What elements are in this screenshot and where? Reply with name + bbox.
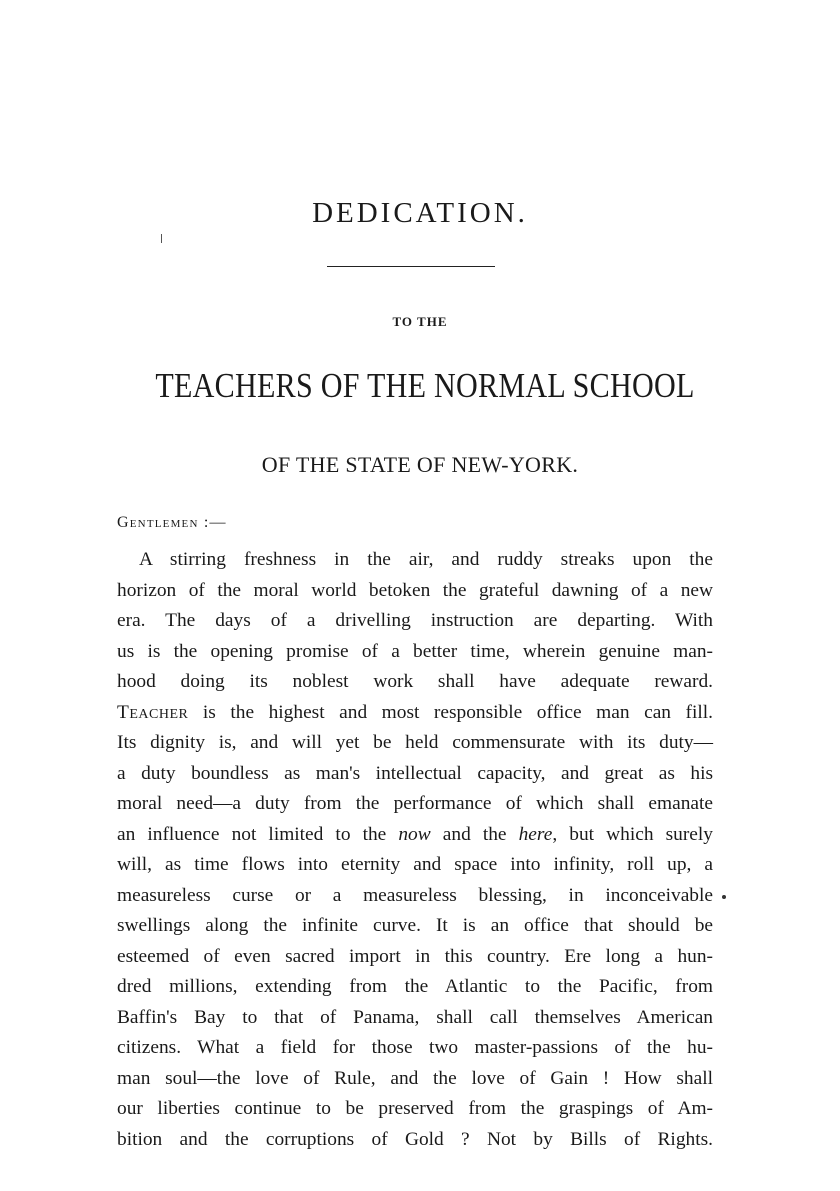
body-line: bition and the corruptions of Gold ? Not by Bills of Rights. xyxy=(117,1128,713,1150)
body-line: us is the opening promise of a better time, wherein genuine man- xyxy=(117,640,713,662)
body-line: Its dignity is, and will yet be held commensurate with its duty— xyxy=(117,732,713,753)
body-line: swellings along the infinite curve. It is an office that should be xyxy=(117,915,713,936)
title-divider xyxy=(327,266,495,267)
dedicatee-line: TEACHERS OF THE NORMAL SCHOOL xyxy=(155,366,695,405)
teacher-word: Teacher xyxy=(117,701,189,723)
body-line: era. The days of a drivelling instruction are departing. With xyxy=(117,610,713,631)
body-line: man soul—the love of Rule, and the love of Gain ! How shall xyxy=(117,1067,713,1089)
body-line: will, as time flows into eternity and space into infinity, roll up, a xyxy=(117,854,713,875)
body-line: our liberties continue to be preserved from the graspings of Am- xyxy=(117,1098,713,1119)
salutation: Gentlemen :— xyxy=(117,514,227,531)
body-line: Baffin's Bay to that of Panama, shall call themselves American xyxy=(117,1006,713,1028)
scan-speck xyxy=(161,234,162,243)
dedicatee-subline: OF THE STATE OF NEW-YORK. xyxy=(261,452,579,477)
body-line-part: and the xyxy=(442,823,507,845)
body-line: A stirring freshness in the air, and ruddy streaks upon the xyxy=(139,549,713,570)
body-line xyxy=(117,698,713,729)
dedication-to-line: TO THE xyxy=(392,314,448,329)
body-line: horizon of the moral world betoken the grateful dawning of a new xyxy=(117,579,713,601)
here-word: here xyxy=(518,823,553,845)
body-line: hood doing its noblest work shall have adequate reward. xyxy=(117,671,713,692)
body-line: citizens. What a field for those two master-passions of the hu- xyxy=(117,1037,713,1058)
body-line-part: , but which surely xyxy=(552,823,713,845)
body-line: moral need—a duty from the performance of which shall emanate xyxy=(117,793,713,814)
body-line-rest: is the highest and most responsible office man can fill. xyxy=(202,701,713,723)
scan-dot xyxy=(722,895,726,899)
body-line: a duty boundless as man's intellectual capacity, and great as his xyxy=(117,762,713,784)
page-title: DEDICATION. xyxy=(312,197,528,229)
now-word: now xyxy=(398,823,431,845)
body-line: esteemed of even sacred import in this country. Ere long a hun- xyxy=(117,945,713,967)
body-line: measureless curse or a measureless blessing, in inconceivable xyxy=(117,884,713,906)
body-line-part: an influence not limited to the xyxy=(117,823,387,845)
body-line: dred millions, extending from the Atlantic to the Pacific, from xyxy=(117,976,713,997)
body-line xyxy=(117,820,713,851)
dedication-body xyxy=(117,545,713,1155)
